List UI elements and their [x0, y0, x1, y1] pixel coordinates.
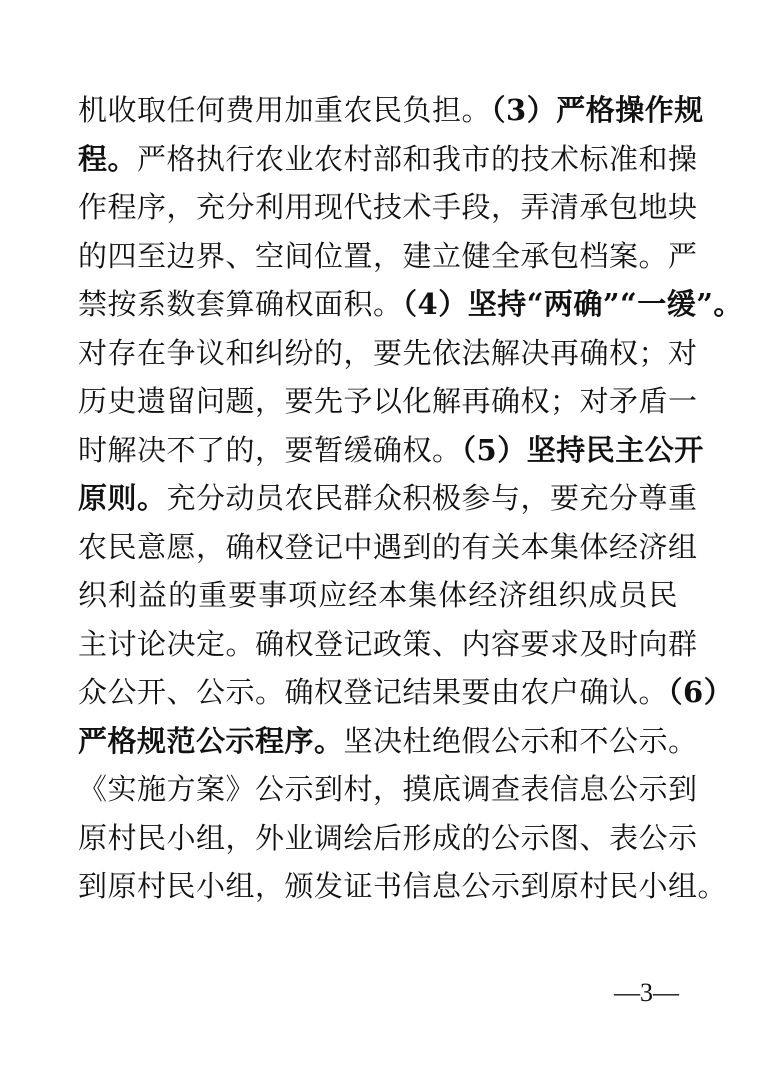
bold-heading-segment: （5）坚持民主公开	[461, 432, 704, 467]
text-segment: 作程序，充分利用现代技术手段，弄清承包地块	[78, 190, 698, 224]
body-text	[78, 86, 743, 911]
text-segment: 到原村民小组，颁发证书信息公示到原村民小组。	[78, 869, 728, 903]
text-line	[78, 765, 698, 814]
text-segment: 织利益的重要事项应经本集体经济组织成员民	[78, 578, 678, 612]
text-segment: 农民意愿，确权登记中遇到的有关本集体经济组	[78, 529, 698, 564]
text-line	[78, 232, 698, 281]
text-segment: 众公开、公示。确权登记结果要由农户确认。	[78, 675, 669, 709]
text-line	[78, 717, 698, 766]
text-segment: 严格执行农业农村部和我市的技术标准和操	[137, 141, 698, 176]
text-line	[78, 426, 704, 475]
text-line	[78, 377, 698, 426]
text-line	[78, 814, 698, 863]
text-line	[78, 280, 743, 329]
bold-heading-segment: 严格规范公示程序。	[78, 723, 344, 758]
bold-heading-segment: 程。	[78, 141, 138, 176]
text-line	[78, 862, 728, 911]
text-segment: 时解决不了的，要暂缓确权。	[78, 432, 462, 467]
text-segment: 主讨论决定。确权登记政策、内容要求及时向群	[78, 626, 698, 661]
text-segment: 的四至边界、空间位置，建立健全承包档案。严	[78, 238, 698, 273]
text-line	[78, 135, 698, 184]
page-number: —3—	[614, 978, 679, 1007]
text-segment: 《实施方案》公示到村，摸底调查表信息公示到	[78, 772, 698, 806]
text-line	[78, 183, 698, 232]
bold-heading-segment: 原则。	[78, 481, 167, 515]
text-line	[78, 474, 698, 523]
text-line	[78, 668, 734, 717]
text-segment: 对存在争议和纠纷的，要先依法解决再确权；对	[78, 335, 698, 370]
text-segment: 原村民小组，外业调绘后形成的公示图、表公示	[78, 820, 698, 855]
text-segment: 历史遗留问题，要先予以化解再确权；对矛盾一	[78, 384, 698, 418]
text-line	[78, 86, 704, 135]
text-line	[78, 523, 698, 572]
text-line	[78, 571, 678, 620]
bold-heading-segment: （4）坚持“两确”“一缓”。	[402, 287, 743, 321]
text-line	[78, 620, 698, 669]
text-segment: 坚决杜绝假公示和不公示。	[343, 723, 698, 758]
text-line	[78, 329, 698, 378]
text-segment: 充分动员农民群众积极参与，要充分尊重	[166, 481, 698, 515]
text-segment: 机收取任何费用加重农民负担。	[78, 93, 492, 127]
bold-heading-segment: （6）	[668, 675, 734, 709]
text-segment: 禁按系数套算确权面积。	[78, 287, 403, 321]
bold-heading-segment: （3）严格操作规	[491, 93, 704, 127]
